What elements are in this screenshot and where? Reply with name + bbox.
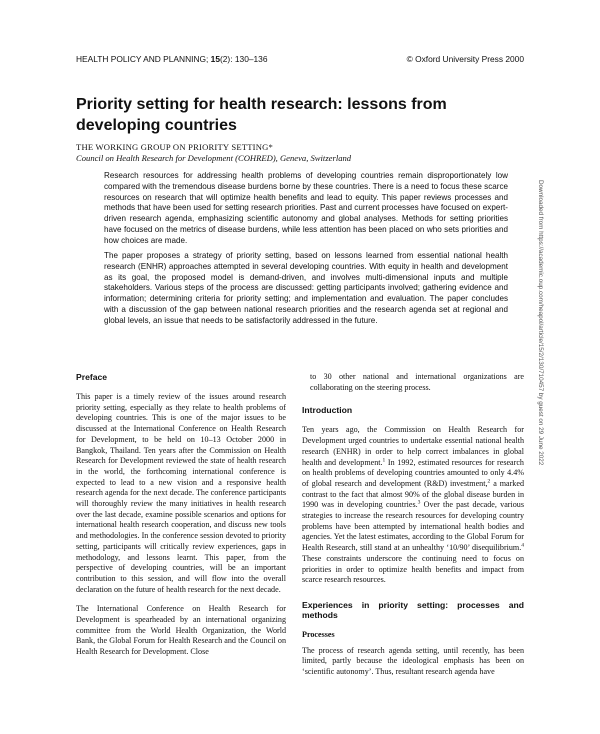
experiences-heading: Experiences in priority setting: processes and methods: [302, 599, 524, 620]
authors: THE WORKING GROUP ON PRIORITY SETTING*: [76, 142, 274, 152]
intro-text-a: Ten years ago, the Commission on Health Research for Development urged countries to undertake essential national health research (ENHR) in order to help correct imbalances in global health and development.: [302, 425, 524, 467]
journal-issue-pages: (2): 130–136: [219, 54, 268, 64]
left-column: [76, 372, 286, 667]
journal-citation: [76, 54, 267, 64]
preface-heading: Preface: [76, 372, 108, 382]
intro-text-b: In 1992, estimated resources for research on health problems of developing countries amounted to only 4.4% of global research and development (R&D) investment,: [302, 457, 524, 488]
right-column: [302, 372, 524, 687]
intro-text-c: a marked contrast to the fact that almost 90% of the global disease burden in 1990 was in developing countries.: [302, 478, 524, 510]
affiliation: Council on Health Research for Development (COHRED), Geneva, Switzerland: [76, 153, 352, 163]
intro-text-d: Over the past decade, various strategies to increase the research resources for developing country problems have been attempted by international health bodies and agencies. Yet the latest estimates, according to the Global Forum for Health Research, still stand at an unhealthy ‘10/90’ disequilibrium.: [302, 500, 524, 553]
citation-4: 4: [521, 542, 524, 549]
preface-continuation: to 30 other national and international organizations are collaborating on the steering process.: [310, 372, 524, 392]
citation-1: 1: [382, 456, 386, 463]
journal-volume: 15: [210, 54, 220, 64]
citation-2: 2: [487, 478, 491, 485]
introduction-paragraph: [302, 425, 524, 586]
citation-3: 3: [417, 499, 421, 506]
download-watermark: Downloaded from https://academic.oup.com/heapol/article/15/2/130/710457 by guest on 29 June 2022: [537, 180, 544, 466]
processes-subheading: Processes: [302, 629, 335, 639]
introduction-heading: Introduction: [302, 405, 353, 416]
intro-text-e: These constraints underscore the continuing need to focus on priorities in order to optimize health benefits and impact from scarce research resources.: [302, 553, 524, 585]
copyright-notice: © Oxford University Press 2000: [406, 54, 524, 64]
abstract-paragraph-2: The paper proposes a strategy of priority setting, based on lessons learned from essential national health research (ENHR) approaches attempted in several developing countries. With equity in health and development as its goal, the proposed model is demand-driven, and involves multi-dimensional inputs and multiple stakeholders. Various steps of the process are discussed: getting participants involved; gathering evidence and information; determining criteria for priority setting; and implementation and evaluation. The paper concludes with a discussion of the gap between national research priorities and the research agenda set at regional and global levels, an issue that needs to be satisfactorily addressed in the future.: [104, 251, 508, 325]
processes-paragraph: The process of research agenda setting, until recently, has been limited, partly because the ideological emphasis has been on ‘scientific autonomy’. Thus, resultant research agenda have: [302, 645, 524, 677]
article-title: Priority setting for health research: lessons from developing countries: [76, 96, 447, 134]
preface-paragraph-1: This paper is a timely review of the issues around research priority setting, especially as they relate to health problems of developing countries. This is one of the major issues to be discussed at the International Conference on Health Research for Development, to be held on 10–13 October 2000 in Bangkok, Thailand. Ten years after the Commission on Health Research for Development reviewed the state of health research in the world, the forthcoming international conference is expected to lead to a new vision and a responsive health research agenda for the next decade. The conference participants will thoroughly review the many initiatives in health research over the last decade, examine possible scenarios and options for international health research cooperation, and discuss new tools and methodologies. In the conference session devoted to priority setting, participants will critically review experiences, gaps in methodology, and lessons learnt. This paper, from the perspective of developing countries, will be an important contribution to this session, and will flow into the overall declaration on the future of health research for the next decade.: [76, 392, 286, 594]
abstract-paragraph-1: Research resources for addressing health problems of developing countries remain disproportionately low compared with the tremendous disease burdens borne by these countries. There is a need to focus these scarce resources on research that will optimize health benefits and lead to equity. This paper reviews processes and methods that have been used for setting research priorities. Past and current processes have focused on expert-driven research agenda, emphasizing scientific autonomy and global analyses. Methods for setting priorities have focused on the metrics of disease burdens, while less attention has been placed on who sets priorities and how choices are made.: [104, 171, 508, 245]
preface-paragraph-2: The International Conference on Health Research for Development is spearheaded by an international organizing committee from the World Health Organization, the World Bank, the Global Forum for Health Research and the Council on Health Research for Development. Close: [76, 604, 286, 657]
journal-name: HEALTH POLICY AND PLANNING;: [76, 54, 211, 64]
